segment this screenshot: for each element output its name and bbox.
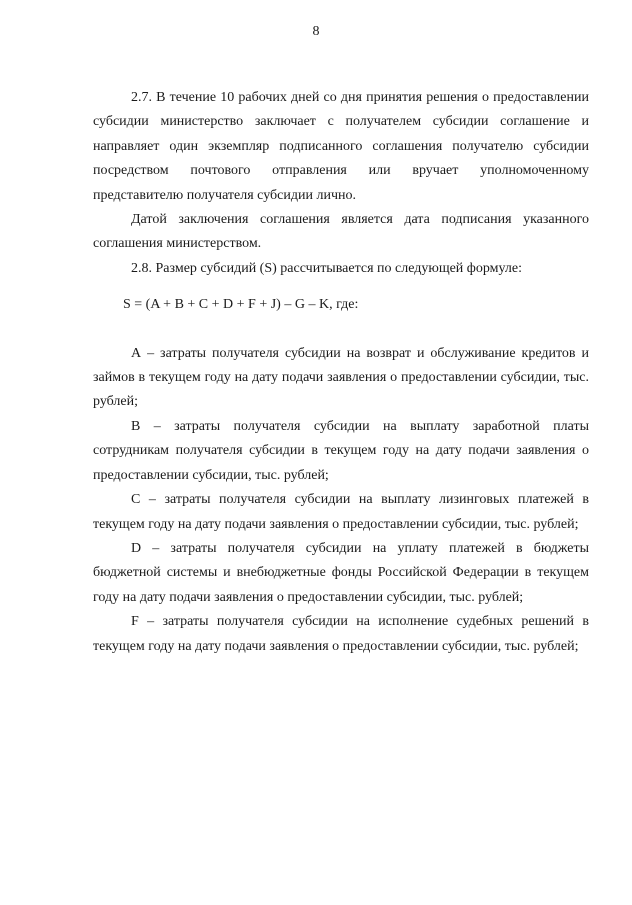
definition-b: В – затраты получателя субсидии на выплату заработной платы сотрудникам получателя субсидии в текущем году на дату подачи заявления о предоставлении субсидии, тыс. рублей; [93, 418, 589, 483]
paragraph-agreement-date: Датой заключения соглашения является дата подписания указанного соглашения министерством. [93, 212, 589, 252]
document-body [93, 86, 589, 659]
paragraph-2-7: 2.7. В течение 10 рабочих дней со дня принятия решения о предоставлении субсидии министерство заключает с получателем субсидии соглашение и направляет один экземпляр подписанного соглашения получателю субсидии посредством почтового отправления или вручает уполномоченному представителю получателя субсидии лично. [93, 90, 589, 203]
page-number: 8 [312, 24, 320, 39]
paragraph-2-8: 2.8. Размер субсидий (S) рассчитывается по следующей формуле: [131, 260, 522, 276]
definition-a: А – затраты получателя субсидии на возврат и обслуживание кредитов и займов в текущем году на дату подачи заявления о предоставлении субсидии, тыс. рублей; [93, 345, 589, 410]
definition-f: F – затраты получателя субсидии на исполнение судебных решений в текущем году на дату подачи заявления о предоставлении субсидии, тыс. рублей; [93, 614, 589, 654]
definition-d: D – затраты получателя субсидии на уплату платежей в бюджеты бюджетной системы и внебюджетные фонды Российской Федерации в текущем году на дату подачи заявления о предоставлении субсидии, тыс. рублей; [93, 540, 589, 605]
subsidy-formula: S = (A + B + C + D + F + J) – G – K, где: [123, 297, 359, 313]
definition-c: С – затраты получателя субсидии на выплату лизинговых платежей в текущем году на дату подачи заявления о предоставлении субсидии, тыс. рублей; [93, 492, 589, 532]
